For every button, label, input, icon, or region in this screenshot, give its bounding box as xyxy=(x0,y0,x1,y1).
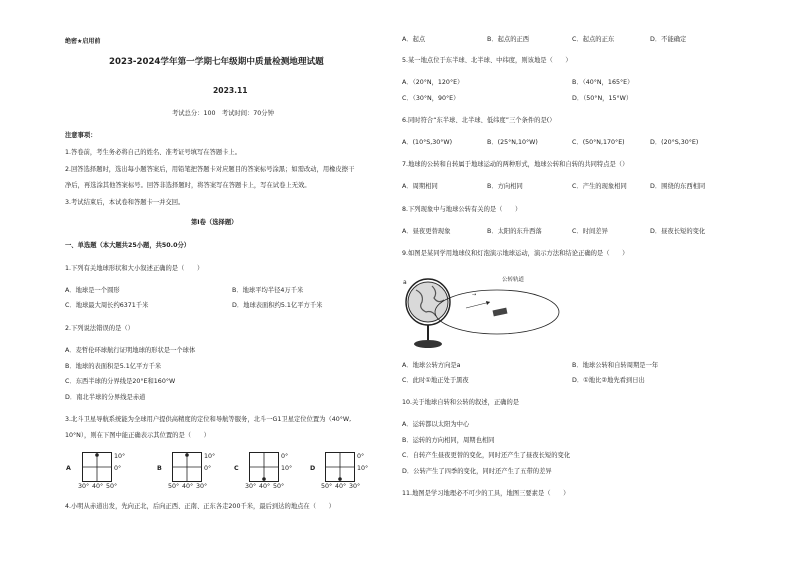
section1-title: 一、单选题（本大题共25小题，共50.0分） xyxy=(65,242,191,249)
q4-option-a: A．起点 xyxy=(402,36,426,43)
q3-option-letter: C xyxy=(234,465,239,472)
lon-label: 40° xyxy=(259,483,271,490)
lon-label: 40° xyxy=(182,483,194,490)
q3-option-letter: A xyxy=(66,465,71,472)
q9-option-d: D．①地比②地先看到日出 xyxy=(572,377,645,384)
grid-diagram xyxy=(82,452,112,482)
question-11: 11.地图是学习地理必不可少的工具，地图三要素是（ ） xyxy=(402,490,570,497)
q8-option-b: B．太阳的东升西落 xyxy=(487,228,542,235)
grid-diagram xyxy=(172,452,202,482)
q2-option-d: D．南北半球的分界线是赤道 xyxy=(65,394,146,401)
grid-diagram xyxy=(249,452,279,482)
lon-label: 50° xyxy=(168,483,180,490)
q6-option-b: B．(25°N,10°W) xyxy=(487,139,538,146)
note-line: 净后，再选涂其他答案标号。回答非选择题时，将答案写在答题卡上，写在试卷上无效。 xyxy=(65,182,311,189)
q1-option-d: D．地球表面积约5.1亿平方千米 xyxy=(232,302,323,309)
q5-option-d: D．（50°N，15°W） xyxy=(572,95,633,102)
q1-option-c: C．地球最大周长约6371千米 xyxy=(65,302,149,309)
lat-label-mid: 0° xyxy=(114,465,122,472)
lon-label: 30° xyxy=(196,483,208,490)
lon-label: 30° xyxy=(78,483,90,490)
lat-label-mid: 10° xyxy=(281,465,293,472)
grid-diagram xyxy=(325,452,355,482)
secret-label: 绝密★启用前 xyxy=(65,38,101,45)
part1-title: 第Ⅰ卷（选择题） xyxy=(191,219,238,226)
q2-option-a: A．麦哲伦环球航行证明地球的形状是一个球体 xyxy=(65,347,196,354)
q6-option-a: A．(10°S,30°W) xyxy=(402,139,453,146)
svg-text:→: → xyxy=(472,292,477,298)
q5-option-c: C．（30°N，90°E） xyxy=(402,95,460,102)
lat-label-top: 0° xyxy=(281,453,289,460)
exam-title: 2023-2024学年第一学期七年级期中质量检测地理试题 xyxy=(109,57,324,67)
lon-label: 50° xyxy=(106,483,118,490)
q6-option-c: C．(50°N,170°E) xyxy=(572,139,625,146)
lon-label: 50° xyxy=(321,483,333,490)
score-time: 考试总分：100 考试时间：70分钟 xyxy=(172,110,274,117)
notes-title: 注意事项： xyxy=(65,132,97,139)
q7-option-a: A．周期相同 xyxy=(402,183,438,190)
question-3-line2: 10°N），则在下图中能正确表示其位置的是（ ） xyxy=(65,432,210,439)
exam-date: 2023.11 xyxy=(213,86,248,95)
lat-label-mid: 0° xyxy=(204,465,212,472)
q8-option-c: C．时间差异 xyxy=(572,228,608,235)
q10-option-b: B．运转的方向相同，周期也相同 xyxy=(402,437,495,444)
q7-option-c: C．产生的现象相同 xyxy=(572,183,627,190)
q10-option-a: A．运转都以太阳为中心 xyxy=(402,421,470,428)
question-4: 4.小明从赤道出发，先向正北，后向正西、正南、正东各走200千米，最后到达的地点在（ ） xyxy=(65,503,335,510)
q1-option-a: A．地球是一个圆形 xyxy=(65,287,120,294)
note-line: 3.考试结束后，本试卷和答题卡一并交回。 xyxy=(65,199,185,206)
lat-label-top: 10° xyxy=(204,453,216,460)
q3-option-letter: D xyxy=(310,465,316,472)
svg-text:a: a xyxy=(403,279,407,286)
question-5: 5.某一地点位于东半球、北半球、中纬度，则该地是（ ） xyxy=(402,57,572,64)
question-6: 6.同时符合“东半球、北半球、低纬度”三个条件的是(） xyxy=(402,117,556,124)
q7-option-d: D．围绕的东西相同 xyxy=(650,183,706,190)
lon-label: 40° xyxy=(92,483,104,490)
lon-label: 30° xyxy=(245,483,257,490)
q9-option-b: B．地球公转和自转周期是一年 xyxy=(572,362,659,369)
lat-label-mid: 10° xyxy=(357,465,369,472)
q8-option-d: D．昼夜长短的变化 xyxy=(650,228,706,235)
q10-option-d: D．公转产生了四季的变化，同时还产生了五带的差异 xyxy=(402,468,552,475)
q1-option-b: B．地球平均半径4万千米 xyxy=(232,287,304,294)
orbit-label: 公转轨道 xyxy=(502,277,525,283)
question-2: 2.下列说法错误的是（） xyxy=(65,325,134,332)
q4-option-b: B．起点的正西 xyxy=(487,36,530,43)
question-7: 7.地球的公转和自转属于地球运动的两种形式，地球公转和自转的共同特点是（） xyxy=(402,161,629,168)
q4-option-c: C．起点的正东 xyxy=(572,36,615,43)
lon-label: 40° xyxy=(335,483,347,490)
q9-option-a: A．地球公转方向是a xyxy=(402,362,461,369)
q2-option-c: C．东西半球的分界线是20°E和160°W xyxy=(65,378,176,385)
q4-option-d: D．不能确定 xyxy=(650,36,687,43)
q7-option-b: B．方向相同 xyxy=(487,183,523,190)
q5-option-a: A．（20°N，120°E） xyxy=(402,79,464,86)
question-8: 8.下列现象中与地球公转有关的是（ ） xyxy=(402,206,522,213)
lat-label-top: 0° xyxy=(357,453,365,460)
lat-label-top: 10° xyxy=(114,453,126,460)
q10-option-c: C．自转产生昼夜更替的变化，同时还产生了昼夜长短的变化 xyxy=(402,452,571,459)
note-line: 2.回答选择题时，选出每小题答案后，用铅笔把答题卡对应题目的答案标号涂黑；如需改动，用橡皮擦干 xyxy=(65,166,355,173)
q3-option-letter: B xyxy=(157,465,162,472)
question-9: 9.如图是某同学用地球仪和灯泡演示地球运动，演示方法和结论正确的是（ ） xyxy=(402,250,629,257)
q2-option-b: B．地球的表面积是5.1亿平方千米 xyxy=(65,363,162,370)
q8-option-a: A．昼夜更替现象 xyxy=(402,228,451,235)
globe-lamp-figure xyxy=(402,268,562,356)
q5-option-b: B．（40°N，165°E） xyxy=(572,79,634,86)
note-line: 1.答卷前，考生务必将自己的姓名、准考证号填写在答题卡上。 xyxy=(65,149,242,156)
question-3-line1: 3.北斗卫星导航系统能为全球用户提供高精度的定位和导航等服务，北斗一G1卫星定位位置为（40°W, xyxy=(65,416,352,423)
lon-label: 30° xyxy=(349,483,361,490)
q9-option-c: C．此时①地正处于黑夜 xyxy=(402,377,469,384)
q6-option-d: D．(20°S,30°E) xyxy=(650,139,699,146)
question-1: 1.下列有关地球形状和大小叙述正确的是（ ） xyxy=(65,265,204,272)
lon-label: 50° xyxy=(273,483,285,490)
question-10: 10.关于地球自转和公转的叙述，正确的是 xyxy=(402,399,520,406)
